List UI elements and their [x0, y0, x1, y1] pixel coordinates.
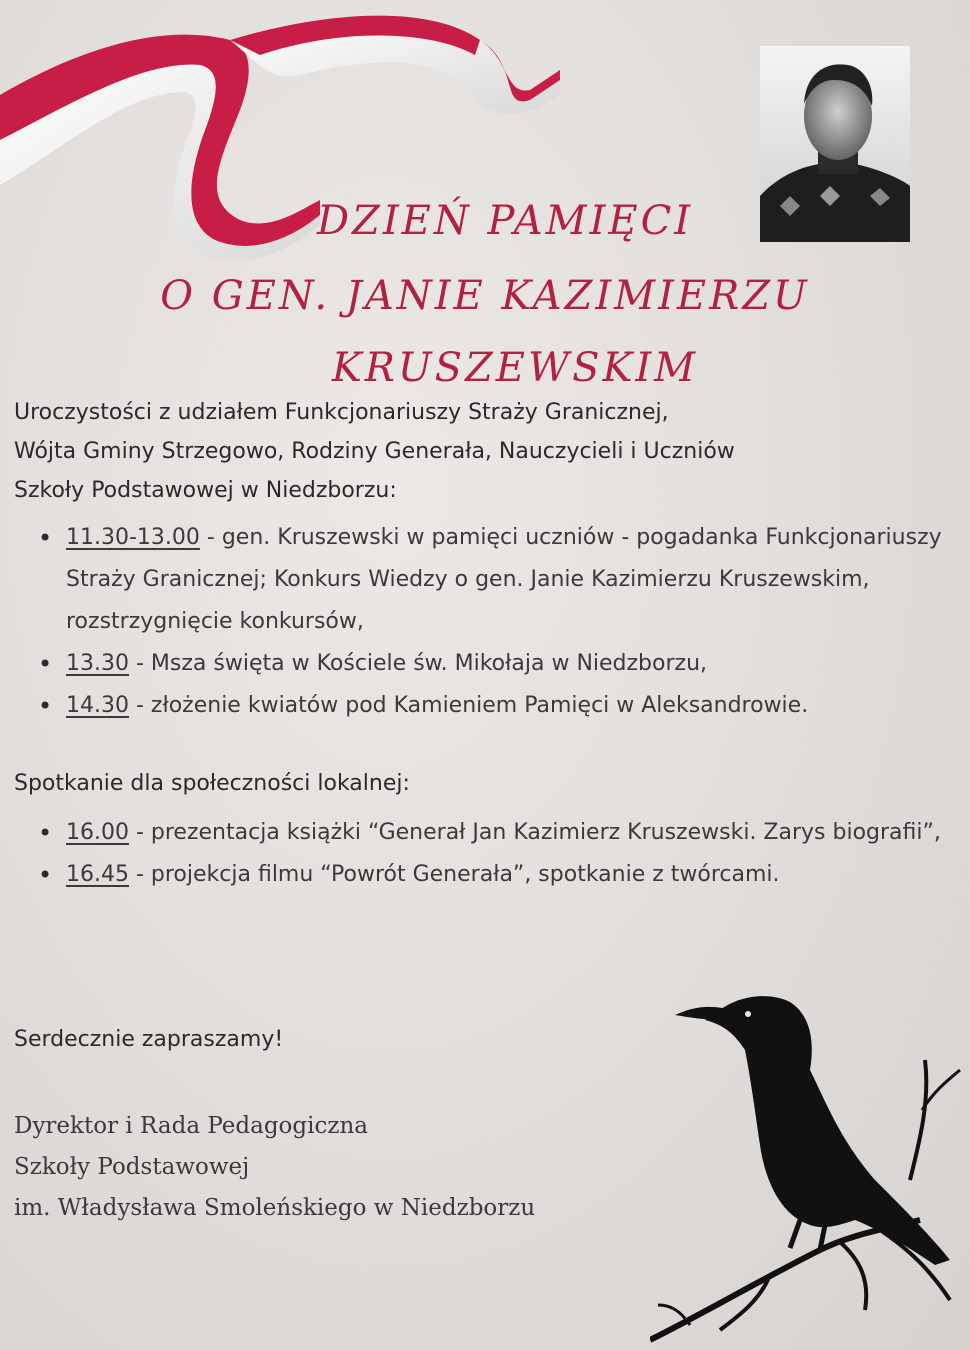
community-heading: Spotkanie dla społeczności lokalnej: — [14, 771, 410, 796]
program-item — [36, 643, 966, 685]
crow-on-branch-icon — [650, 980, 970, 1350]
signature-block — [14, 1106, 535, 1229]
title-line-3: KRUSZEWSKIM — [331, 345, 699, 391]
community-item — [36, 812, 966, 854]
program-time: 14.30 — [66, 693, 129, 718]
program-time: 11.30-13.00 — [66, 525, 200, 550]
intro-line-1: Uroczystości z udziałem Funkcjonariuszy Straży Granicznej, — [14, 400, 669, 425]
community-time: 16.00 — [66, 820, 129, 845]
program-time: 13.30 — [66, 651, 129, 676]
community-text: - projekcja filmu “Powrót Generała”, spotkanie z twórcami. — [128, 862, 780, 887]
title-line-1: DZIEŃ PAMIĘCI — [316, 198, 694, 244]
signature-line-2: Szkoły Podstawowej — [14, 1154, 250, 1180]
community-item — [36, 854, 966, 896]
program-item — [36, 685, 966, 727]
intro-paragraph — [14, 393, 954, 510]
community-time: 16.45 — [66, 862, 129, 887]
program-text: - Msza święta w Kościele św. Mikołaja w Niedzborzu, — [128, 651, 708, 676]
title-line-2: O GEN. JANIE KAZIMIERZU — [160, 273, 810, 319]
signature-line-3: im. Władysława Smoleńskiego w Niedzborzu — [14, 1195, 536, 1221]
intro-line-3: Szkoły Podstawowej w Niedzborzu: — [14, 478, 397, 503]
community-list — [36, 812, 966, 896]
program-list — [36, 517, 966, 727]
closing-text: Serdecznie zapraszamy! — [14, 1027, 284, 1052]
intro-line-2: Wójta Gminy Strzegowo, Rodziny Generała, Nauczycieli i Uczniów — [14, 439, 735, 464]
program-text: - gen. Kruszewski w pamięci uczniów - pogadanka Funkcjonariuszy Straży Granicznej; Konkurs Wiedzy o gen. Janie Kazimierzu Kruszewskim, rozstrzygnięcie konkursów, — [66, 525, 942, 634]
signature-line-1: Dyrektor i Rada Pedagogiczna — [14, 1113, 369, 1139]
program-text: - złożenie kwiatów pod Kamieniem Pamięci w Aleksandrowie. — [128, 693, 809, 718]
community-text: - prezentacja książki “Generał Jan Kazimierz Kruszewski. Zarys biografii”, — [128, 820, 941, 845]
program-item — [36, 517, 966, 643]
